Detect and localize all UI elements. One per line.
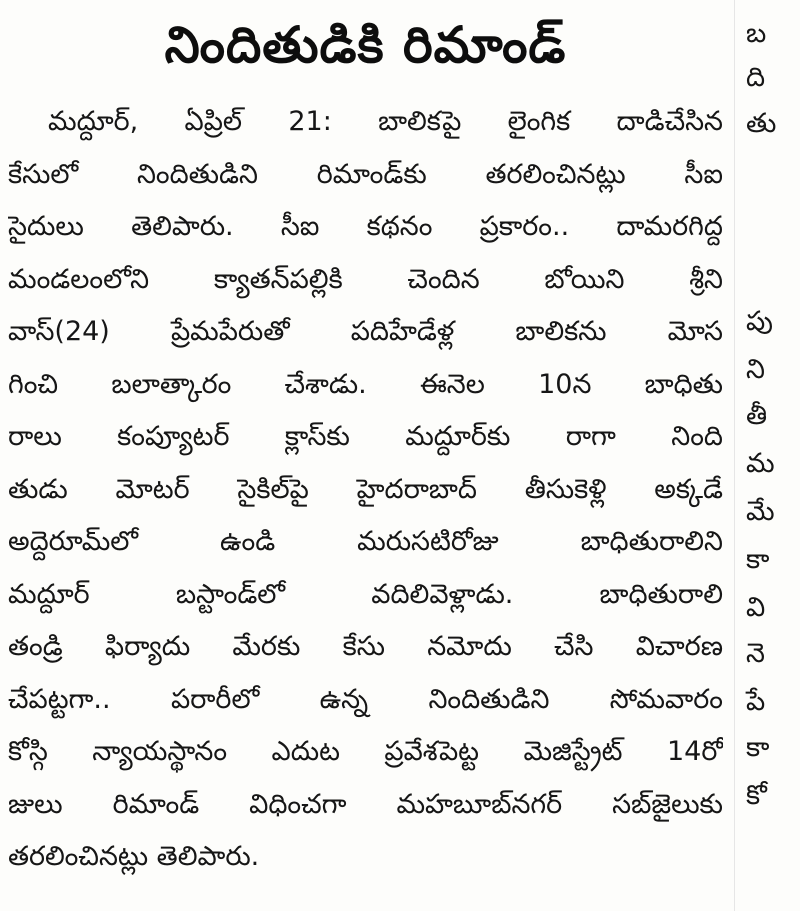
column-divider xyxy=(734,0,735,911)
fragment-text: ది xyxy=(746,62,766,93)
fragment-text: బ xyxy=(746,18,767,49)
article-line: అద్దెరూమ్‌లో ఉండి మరుసటిరోజు బాధితురాలిని xyxy=(8,526,723,557)
fragment-text: పే xyxy=(746,686,766,717)
fragment-text: మ xyxy=(746,448,775,479)
fragment-text: వి xyxy=(746,592,766,623)
fragment-text: ని xyxy=(746,354,765,385)
adjacent-column-fragment xyxy=(742,0,800,911)
article-headline: నిందితుడికి రిమాండ్ xyxy=(164,16,567,74)
article-line: గించి బలాత్కారం చేశాడు. ఈనెల 10న బాధితు xyxy=(8,368,723,400)
news-article xyxy=(8,0,723,911)
fragment-text: తు xyxy=(746,108,777,139)
fragment-text: కా xyxy=(746,732,770,763)
fragment-text: నె xyxy=(746,638,765,669)
article-line: కేసులో నిందితుడిని రిమాండ్‌కు తరలించినట్లు సీఐ xyxy=(8,158,723,190)
article-line: తండ్రి ఫిర్యాదు మేరకు కేసు నమోదు చేసి విచారణ xyxy=(8,631,723,662)
article-line: రాలు కంప్యూటర్ క్లాస్‌కు మద్దూర్‌కు రాగా నింది xyxy=(8,421,723,452)
fragment-text: మే xyxy=(746,496,775,527)
article-line: చేపట్టగా.. పరారీలో ఉన్న నిందితుడిని సోమవారం xyxy=(8,683,723,715)
fragment-text: తీ xyxy=(746,400,768,431)
article-line: తరలించినట్లు తెలిపారు. xyxy=(8,841,260,872)
article-line: మండలంలోని క్యాతన్‌పల్లికి చెందిన బోయిని శ్రీని xyxy=(8,263,723,295)
article-line: తుడు మోటర్ సైకిల్‌పై హైదరాబాద్ తీసుకెళ్లి అక్కడే xyxy=(8,473,723,505)
fragment-text: పు xyxy=(746,306,773,337)
fragment-text: కో xyxy=(746,780,767,811)
article-body xyxy=(8,96,723,884)
fragment-text: కా xyxy=(746,544,770,575)
article-line: వాస్(24) ప్రేమపేరుతో పదిహేడేళ్ల బాలికను మోస xyxy=(8,316,723,347)
article-line: సైదులు తెలిపారు. సీఐ కథనం ప్రకారం.. దామరగిద్ద xyxy=(8,211,723,242)
article-line: మద్దూర్, ఏప్రిల్ 21: బాలికపై లైంగిక దాడిచేసిన xyxy=(48,106,723,137)
article-line: కోస్గి న్యాయస్థానం ఎదుట ప్రవేశపెట్ట మెజిస్ట్రేట్ 14రో xyxy=(8,736,723,767)
article-line: మద్దూర్ బస్టాండ్‌లో వదిలివెళ్లాడు. బాధితురాలి xyxy=(8,578,723,610)
article-line: జులు రిమాండ్ విధించగా మహబూబ్‌నగర్ సబ్‌జైలుకు xyxy=(8,788,723,820)
